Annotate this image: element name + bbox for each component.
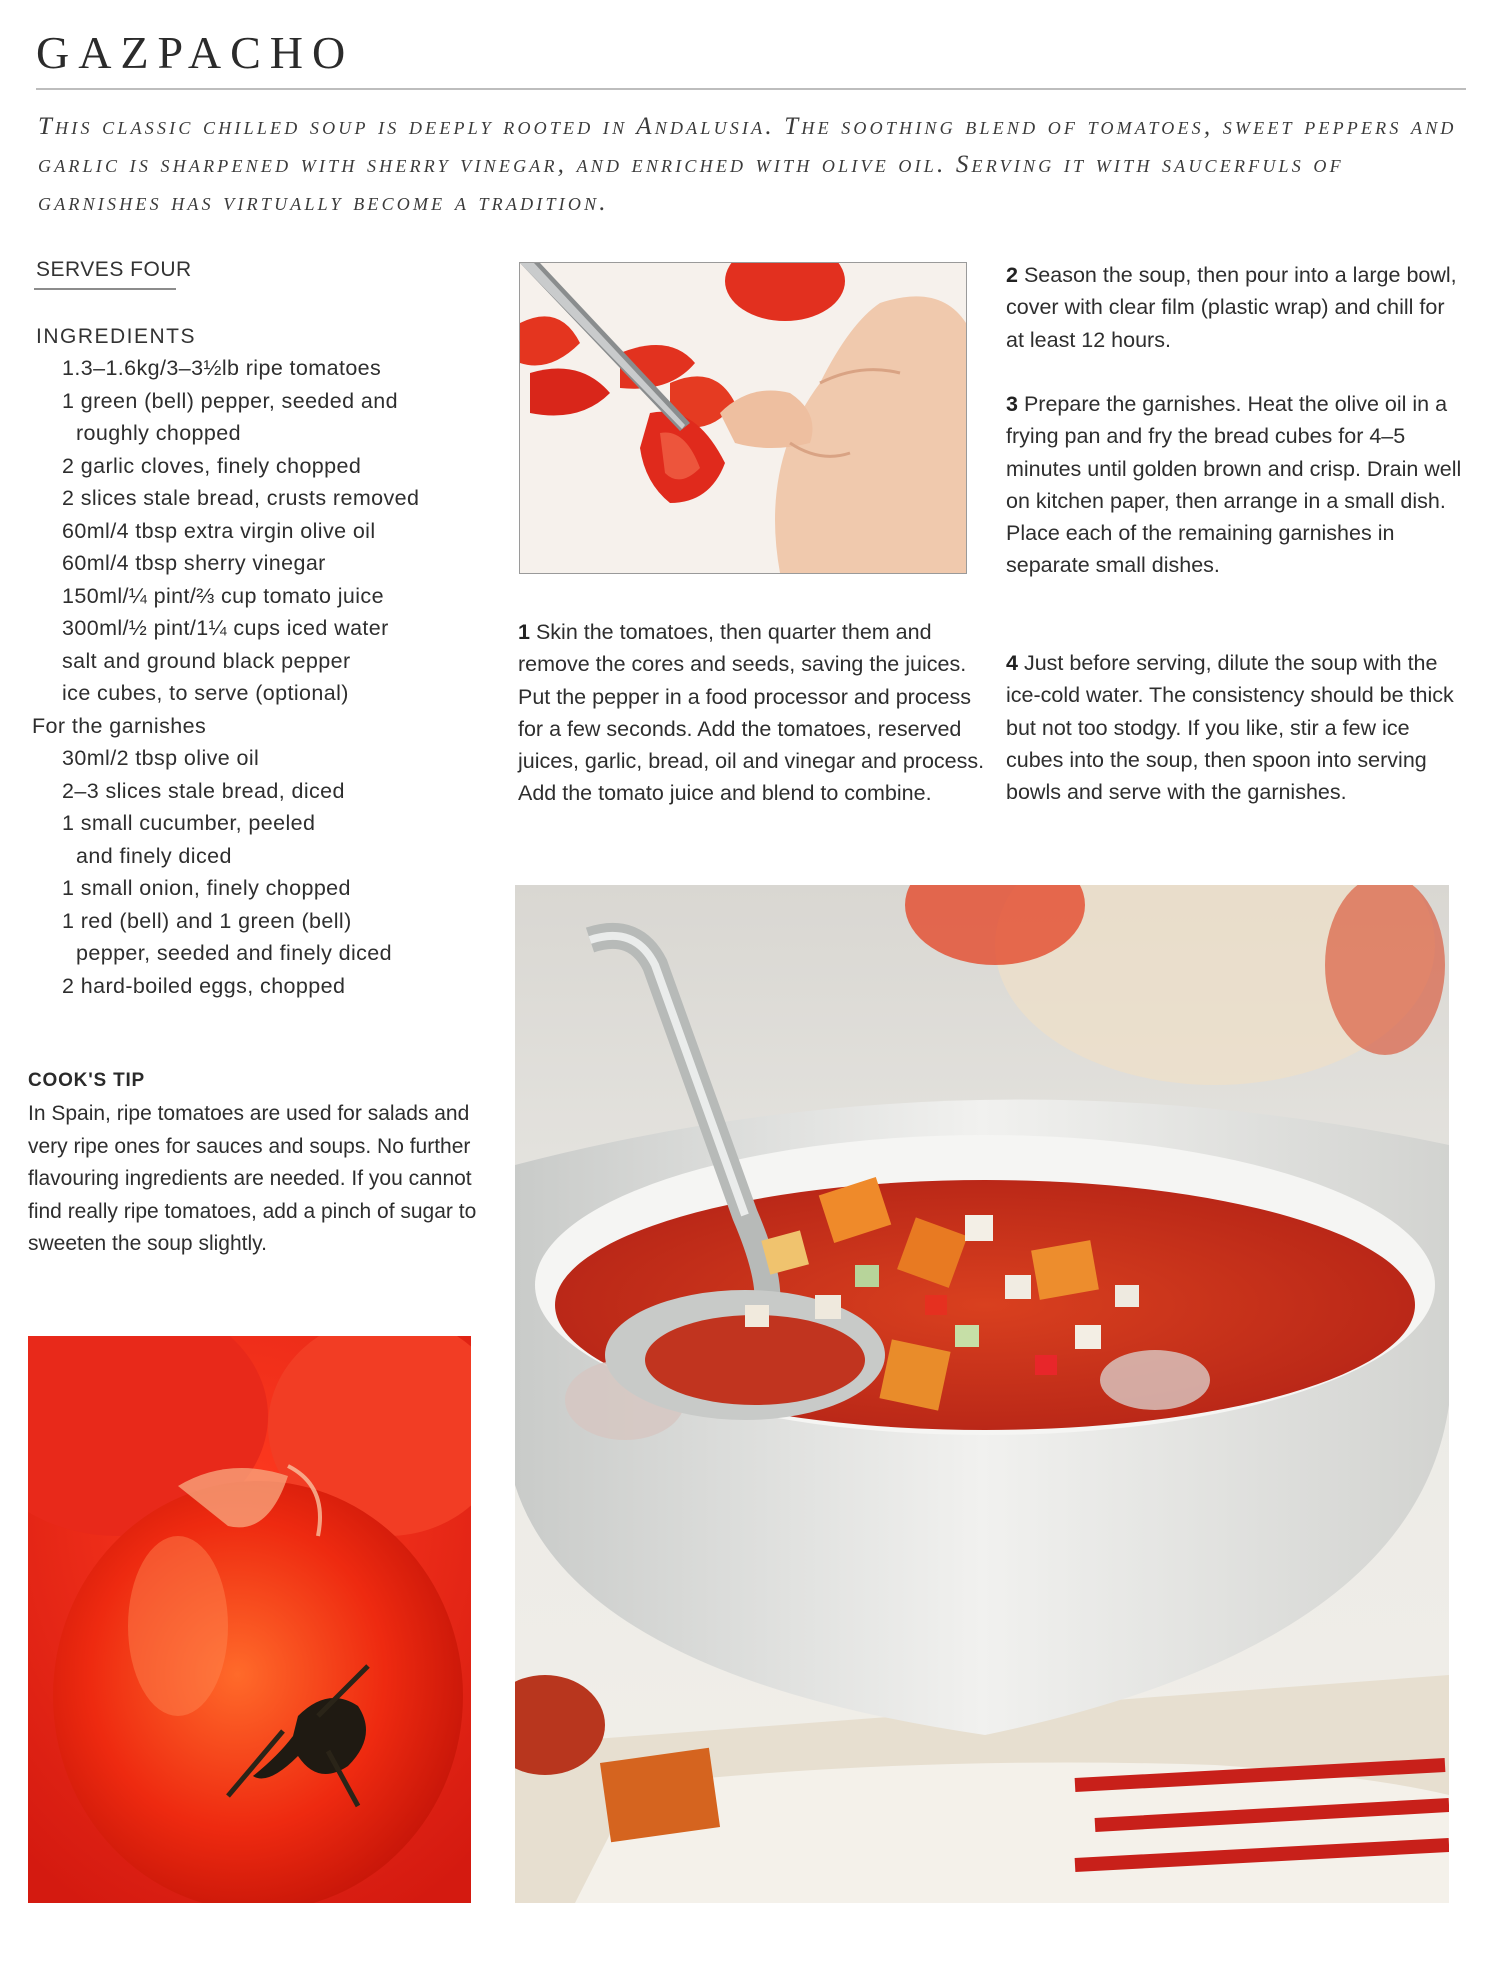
ingredient-item: 300ml/½ pint/1¼ cups iced water xyxy=(62,616,389,640)
photo-gazpacho-bowl xyxy=(515,885,1449,1903)
ingredient-item: 1 green (bell) pepper, seeded and xyxy=(62,388,398,413)
ingredient-item: 2 garlic cloves, finely chopped xyxy=(62,453,362,478)
garnish-item: 2–3 slices stale bread, diced xyxy=(62,778,345,803)
ingredient-item: 1.3–1.6kg/3–3½lb ripe tomatoes xyxy=(62,356,382,380)
photo-gazpacho-bowl-illustration xyxy=(515,885,1449,1903)
method-step-4 xyxy=(1006,647,1466,808)
step-number: 2 xyxy=(1006,263,1018,287)
garnish-item: 2 hard-boiled eggs, chopped xyxy=(62,973,346,998)
recipe-title: GAZPACHO xyxy=(36,27,355,78)
step-text: Season the soup, then pour into a large bowl, cover with clear film (plastic wrap) and chill for at least 12 hours. xyxy=(1006,263,1457,352)
ingredient-item: 60ml/4 tbsp sherry vinegar xyxy=(62,551,326,575)
ingredients-list xyxy=(30,352,500,1002)
step-text: Prepare the garnishes. Heat the olive oil in a frying pan and fry the bread cubes for 4–5 minutes until golden brown and crisp. Drain well on kitchen paper, then arrange in a small dish. Place each of the remaining garnishes in separate small dishes. xyxy=(1006,392,1462,578)
step-number: 3 xyxy=(1006,392,1018,416)
ingredient-item: 2 slices stale bread, crusts removed xyxy=(62,486,420,510)
photo-skinned-tomato-illustration xyxy=(28,1336,471,1903)
garnish-item: 30ml/2 tbsp olive oil xyxy=(62,746,260,770)
ingredient-item: ice cubes, to serve (optional) xyxy=(62,681,349,705)
step-number: 4 xyxy=(1006,651,1018,675)
garnish-item: 1 small cucumber, peeled xyxy=(62,811,316,835)
method-step-1 xyxy=(518,616,988,810)
garnishes-heading: For the garnishes xyxy=(32,713,207,738)
photo-slicing-tomatoes xyxy=(519,262,967,574)
garnish-item: and finely diced xyxy=(76,843,232,868)
method-step-3 xyxy=(1006,388,1466,582)
serves-underline xyxy=(34,288,176,290)
recipe-intro: This classic chilled soup is deeply rooted in Andalusia. The soothing blend of tomatoes, sweet peppers and garlic is sharpened with sherry vinegar, and enriched with olive oil. Serving it with saucerfuls of garnishes has virtually become a tradition. xyxy=(38,113,1457,216)
step-number: 1 xyxy=(518,620,530,644)
step-text: Skin the tomatoes, then quarter them and remove the cores and seeds, saving the juices. Put the pepper in a food processor and process for a few seconds. Add the tomatoes, reserved juices, garlic, bread, oil and vinegar and process. Add the tomato juice and blend to combine. xyxy=(518,620,985,806)
cooks-tip-heading: COOK'S TIP xyxy=(28,1070,146,1091)
cooks-tip-text: In Spain, ripe tomatoes are used for salads and very ripe ones for sauces and soups. No further flavouring ingredients are needed. If you cannot find really ripe tomatoes, add a pinch of sugar to sweeten the soup slightly. xyxy=(28,1102,477,1255)
garnish-item: 1 small onion, finely chopped xyxy=(62,876,351,900)
serves-label: SERVES FOUR xyxy=(36,258,192,281)
garnish-item: pepper, seeded and finely diced xyxy=(76,941,393,965)
step-text: Just before serving, dilute the soup with the ice-cold water. The consistency should be thick but not too stodgy. If you like, stir a few ice cubes into the soup, then spoon into serving bowls and serve with the garnishes. xyxy=(1006,651,1454,805)
photo-slicing-tomatoes-illustration xyxy=(520,263,966,573)
ingredient-item: 60ml/4 tbsp extra virgin olive oil xyxy=(62,518,376,543)
photo-skinned-tomato xyxy=(28,1336,471,1903)
ingredient-item: salt and ground black pepper xyxy=(62,648,351,673)
method-step-2 xyxy=(1006,259,1466,356)
title-divider xyxy=(36,88,1466,90)
garnish-item: 1 red (bell) and 1 green (bell) xyxy=(62,908,352,933)
ingredient-item: 150ml/¼ pint/⅔ cup tomato juice xyxy=(62,583,384,608)
ingredients-heading: INGREDIENTS xyxy=(36,325,197,348)
ingredient-item: roughly chopped xyxy=(76,421,241,445)
